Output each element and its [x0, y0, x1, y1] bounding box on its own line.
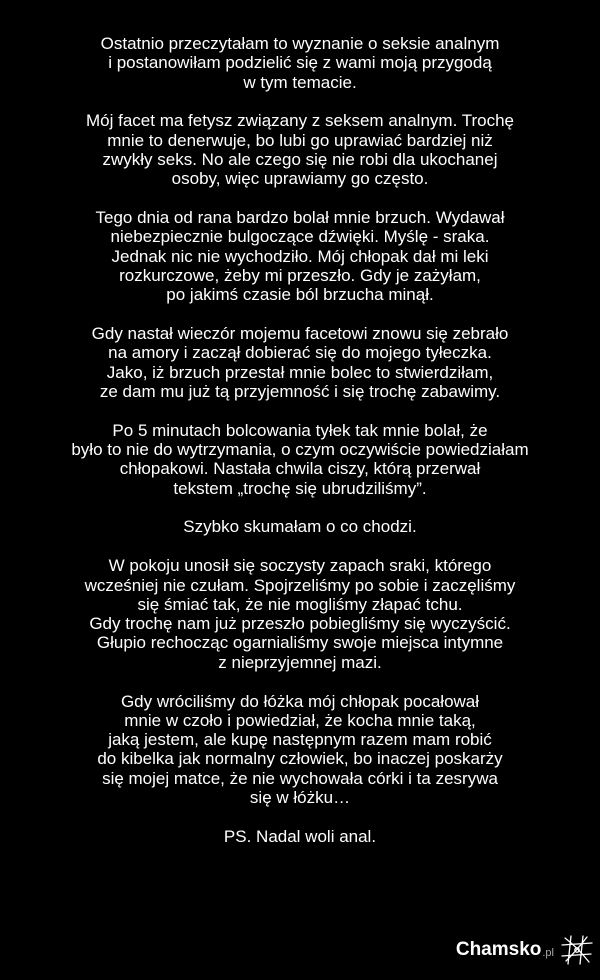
story-line: w tym temacie.: [243, 72, 357, 92]
story-line: Gdy trochę nam już przeszło pobiegliśmy się wyczyścić.: [89, 614, 511, 634]
story-line: zwykły seks. No ale czego się nie robi dla ukochanej: [102, 149, 498, 169]
watermark-tld: .pl: [542, 947, 554, 959]
story-line: chłopakowi. Nastała chwila ciszy, którą przerwał: [119, 459, 481, 479]
story-paragraph: [0, 421, 600, 498]
story-line: Tego dnia od rana bardzo bolał mnie brzuch. Wydawał: [95, 208, 505, 228]
story-line: wcześniej nie czułam. Spojrzeliśmy po sobie i zaczęliśmy: [84, 575, 516, 595]
hashtag-doodle-icon: [560, 933, 594, 967]
story-line: PS. Nadal woli anal.: [223, 826, 377, 846]
story-line: W pokoju unosił się soczysty zapach sraki, którego: [108, 556, 492, 576]
story-line: Gdy nastał wieczór mojemu facetowi znowu się zebrało: [91, 324, 509, 344]
story-paragraph: [0, 517, 600, 536]
story-paragraph: [0, 111, 600, 188]
story-line: tekstem „trochę się ubrudziliśmy”.: [173, 478, 427, 498]
story-paragraph: [0, 34, 600, 92]
story-line: ze dam mu już tą przyjemność i się trochę zabawimy.: [99, 381, 501, 401]
story-line: się śmiać tak, że nie mogliśmy złapać tchu.: [137, 594, 463, 614]
story-line: Mój facet ma fetysz związany z seksem analnym. Trochę: [86, 111, 514, 131]
story-line: było to nie do wytrzymania, o czym oczywiście powiedziałam: [71, 440, 529, 460]
story-line: na amory i zaczął dobierać się do mojego tyłeczka.: [108, 343, 492, 363]
story-line: Jednak nic nie wychodziło. Mój chłopak dał mi leki: [111, 246, 489, 266]
watermark-brand: Chamsko: [455, 939, 542, 960]
story-line: Gdy wróciliśmy do łóżka mój chłopak pocałował: [120, 691, 480, 711]
story-line: rozkurczowe, żeby mi przeszło. Gdy je zażyłam,: [119, 265, 481, 285]
story-line: mnie to denerwuje, bo lubi go uprawiać bardziej niż: [107, 130, 493, 150]
story-line: osoby, więc uprawiamy go często.: [171, 169, 429, 189]
story-line: Szybko skumałam o co chodzi.: [183, 517, 417, 537]
story-line: i postanowiłam podzielić się z wami moją przygodą: [108, 53, 492, 73]
story-line: Jako, iż brzuch przestał mnie bolec to stwierdziłam,: [106, 362, 494, 382]
story-paragraph: [0, 827, 600, 846]
story-line: jaką jestem, ale kupę następnym razem mam robić: [108, 730, 492, 750]
story-paragraph: [0, 692, 600, 808]
story-line: mnie w czoło i powiedział, że kocha mnie taką,: [124, 710, 476, 730]
story-line: się w łóżku…: [249, 788, 351, 807]
story-line: Ostatnio przeczytałam to wyznanie o seksie analnym: [100, 34, 500, 53]
story-text: [0, 34, 600, 866]
story-line: po jakimś czasie ból brzucha minął.: [166, 285, 434, 305]
story-line: się mojej matce, że nie wychowała córki i ta zesrywa: [102, 768, 498, 788]
story-line: do kibelka jak normalny człowiek, bo inaczej poskarży: [97, 749, 503, 769]
story-line: niebezpiecznie bulgoczące dźwięki. Myślę - sraka.: [110, 227, 490, 247]
story-paragraph: [0, 208, 600, 304]
story-paragraph: [0, 324, 600, 401]
site-watermark: [456, 930, 594, 970]
story-line: z nieprzyjemnej mazi.: [218, 652, 382, 672]
story-line: Po 5 minutach bolcowania tyłek tak mnie bolał, że: [112, 420, 488, 440]
story-paragraph: [0, 556, 600, 672]
story-line: Głupio rechocząc ogarnialiśmy swoje miejsca intymne: [96, 633, 504, 653]
